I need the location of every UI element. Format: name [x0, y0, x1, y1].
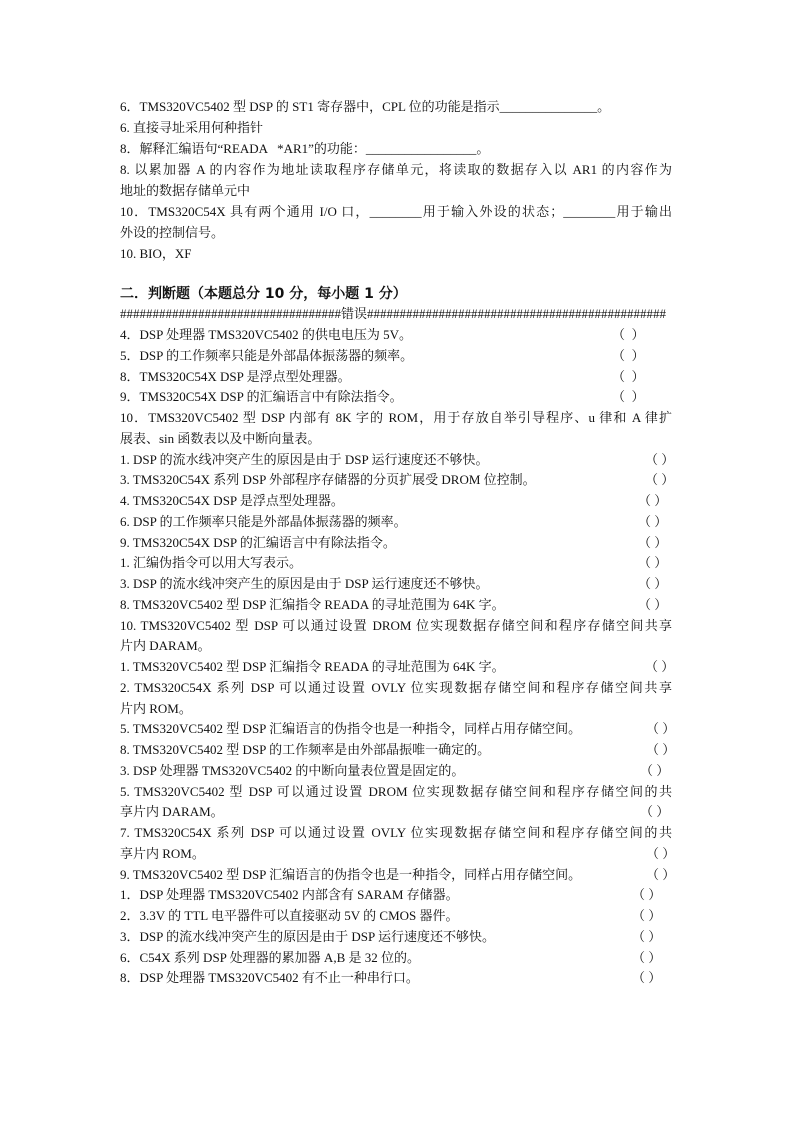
answer-bracket: （ ） — [645, 451, 675, 467]
question-text: 展表、sin 函数表以及中断向量表。 — [120, 430, 321, 446]
question-line — [120, 636, 672, 657]
answer-line — [120, 243, 672, 264]
question-line — [120, 865, 676, 886]
question-text: 5. TMS320VC5402 型 DSP 汇编语言的伪指令也是一种指令，同样占用存储空间。 — [120, 721, 582, 737]
question-line — [120, 595, 672, 616]
question-text: 9. TMS320C54X DSP 的汇编语言中有除法指令。 — [120, 534, 396, 550]
question-text: 4．DSP 处理器 TMS320VC5402 的供电电压为 5V。 — [120, 327, 413, 343]
answer-bracket: （ ） — [645, 472, 675, 488]
question-text: 8．DSP 处理器 TMS320VC5402 有不止一种串行口。 — [120, 970, 419, 986]
question-line — [120, 719, 676, 740]
question-line — [120, 387, 672, 408]
answer-text: 6. 直接寻址采用何种指针 — [120, 119, 264, 135]
answer-text: 10. BIO，XF — [120, 245, 192, 261]
answer-line — [120, 180, 672, 201]
question-text: 8. TMS320VC5402 型 DSP 的工作频率是由外部晶振唯一确定的。 — [120, 742, 491, 758]
question-text: 1. 汇编伪指令可以用大写表示。 — [120, 555, 303, 571]
answer-bracket: （ ） — [612, 347, 645, 363]
question-line — [120, 616, 672, 637]
answer-bracket: （ ） — [612, 327, 645, 343]
answer-text: 地址的数据存储单元中 — [120, 182, 251, 198]
separator-text: ##################################错误############################################## — [120, 306, 666, 322]
question-line — [120, 553, 672, 574]
question-text: 7. TMS320C54X 系列 DSP 可以通过设置 OVLY 位实现数据存储空间和程序存储空间的共 — [120, 825, 672, 841]
question-line — [120, 968, 672, 989]
question-text: 9. TMS320VC5402 型 DSP 汇编语言的伪指令也是一种指令，同样占用存储空间。 — [120, 866, 582, 882]
question-line — [120, 138, 672, 159]
question-text: 2．3.3V 的 TTL 电平器件可以直接驱动 5V 的 CMOS 器件。 — [120, 908, 459, 924]
question-line — [120, 346, 672, 367]
answer-bracket: （ ） — [632, 949, 662, 965]
question-line — [120, 96, 672, 117]
question-text: 5．DSP 的工作频率只能是外部晶体振荡器的频率。 — [120, 347, 414, 363]
answer-bracket: （ ） — [638, 576, 668, 592]
question-text: 1. TMS320VC5402 型 DSP 汇编指令 READA 的寻址范围为 64K 字。 — [120, 659, 505, 675]
answer-line — [120, 159, 672, 180]
question-line — [120, 408, 672, 429]
question-line — [120, 678, 672, 699]
true-false-section — [120, 284, 676, 990]
question-line — [120, 699, 672, 720]
question-line — [120, 740, 676, 761]
question-text: 9．TMS320C54X DSP 的汇编语言中有除法指令。 — [120, 389, 403, 405]
question-text: 10．TMS320VC5402 型 DSP 内部有 8K 字的 ROM，用于存放自举引导程序、u 律和 A 律扩 — [120, 410, 672, 426]
question-line — [120, 367, 672, 388]
section-heading-text: 二．判断题（本题总分 10 分，每小题 1 分） — [120, 285, 407, 302]
answer-bracket: （ ） — [646, 742, 676, 758]
answer-bracket: （ ） — [646, 866, 676, 882]
question-line — [120, 450, 675, 471]
answer-bracket: （ ） — [638, 513, 668, 529]
question-text: 6. DSP 的工作频率只能是外部晶体振荡器的频率。 — [120, 513, 407, 529]
question-text: 8. TMS320VC5402 型 DSP 汇编指令 READA 的寻址范围为 64K 字。 — [120, 596, 505, 612]
section-heading — [120, 284, 672, 305]
question-text: 享片内 ROM。 — [120, 845, 205, 861]
question-line — [120, 906, 672, 927]
question-text: 享片内 DARAM。 — [120, 804, 224, 820]
question-line — [120, 222, 672, 243]
answer-bracket: （ ） — [645, 659, 675, 675]
fill-in-questions — [120, 96, 672, 264]
question-line — [120, 470, 675, 491]
answer-bracket: （ ） — [612, 389, 645, 405]
answer-bracket: （ ） — [632, 908, 662, 924]
question-text: 3. TMS320C54X 系列 DSP 外部程序存储器的分页扩展受 DROM 位控制。 — [120, 472, 536, 488]
question-line — [120, 491, 672, 512]
question-line — [120, 574, 672, 595]
question-text: 片内 ROM。 — [120, 700, 192, 716]
question-line — [120, 927, 672, 948]
question-line — [120, 761, 672, 782]
question-text: 8．解释汇编语句“READA *AR1”的功能：_________________。 — [120, 140, 490, 156]
answer-bracket: （ ） — [632, 928, 662, 944]
question-text: 3. DSP 处理器 TMS320VC5402 的中断向量表位置是固定的。 — [120, 762, 465, 778]
question-text: 3. DSP 的流水线冲突产生的原因是由于 DSP 运行速度还不够快。 — [120, 576, 489, 592]
answer-bracket: （ ） — [638, 493, 668, 509]
answer-line — [120, 117, 672, 138]
question-line — [120, 657, 675, 678]
question-line — [120, 948, 672, 969]
question-line — [120, 325, 672, 346]
question-text: 6．TMS320VC5402 型 DSP 的 ST1 寄存器中，CPL 位的功能是指示_______________。 — [120, 98, 611, 114]
separator-line — [120, 304, 672, 325]
answer-bracket: （ ） — [640, 804, 670, 820]
question-line — [120, 823, 672, 844]
question-text: 3．DSP 的流水线冲突产生的原因是由于 DSP 运行速度还不够快。 — [120, 928, 495, 944]
question-text: 8．TMS320C54X DSP 是浮点型处理器。 — [120, 368, 351, 384]
answer-text: 8. 以累加器 A 的内容作为地址读取程序存储单元，将读取的数据存入以 AR1 的内容作为 — [120, 161, 672, 177]
answer-bracket: （ ） — [638, 596, 668, 612]
answer-bracket: （ ） — [646, 721, 676, 737]
question-text: 1. DSP 的流水线冲突产生的原因是由于 DSP 运行速度还不够快。 — [120, 451, 489, 467]
answer-bracket: （ ） — [632, 887, 662, 903]
question-line — [120, 512, 672, 533]
answer-bracket: （ ） — [646, 845, 676, 861]
answer-bracket: （ ） — [612, 368, 645, 384]
question-line — [120, 533, 672, 554]
question-text: 1．DSP 处理器 TMS320VC5402 内部含有 SARAM 存储器。 — [120, 887, 459, 903]
question-text: 6．C54X 系列 DSP 处理器的累加器 A,B 是 32 位的。 — [120, 949, 420, 965]
question-line — [120, 201, 672, 222]
question-line — [120, 885, 672, 906]
question-text: 5. TMS320VC5402 型 DSP 可以通过设置 DROM 位实现数据存储空间和程序存储空间的共 — [120, 783, 672, 799]
question-text: 片内 DARAM。 — [120, 638, 211, 654]
question-text: 10．TMS320C54X 具有两个通用 I/O 口，________用于输入外设的状态；________用于输出 — [120, 203, 672, 219]
answer-bracket: （ ） — [632, 970, 662, 986]
question-text: 外设的控制信号。 — [120, 224, 225, 240]
question-text: 4. TMS320C54X DSP 是浮点型处理器。 — [120, 493, 344, 509]
answer-bracket: （ ） — [640, 762, 670, 778]
answer-bracket: （ ） — [638, 534, 668, 550]
question-text: 2. TMS320C54X 系列 DSP 可以通过设置 OVLY 位实现数据存储空间和程序存储空间共享 — [120, 679, 672, 695]
question-line — [120, 802, 672, 823]
question-text: 10. TMS320VC5402 型 DSP 可以通过设置 DROM 位实现数据存储空间和程序存储空间共享 — [120, 617, 672, 633]
question-line — [120, 429, 672, 450]
answer-bracket: （ ） — [638, 555, 668, 571]
question-line — [120, 782, 672, 803]
question-line — [120, 844, 676, 865]
